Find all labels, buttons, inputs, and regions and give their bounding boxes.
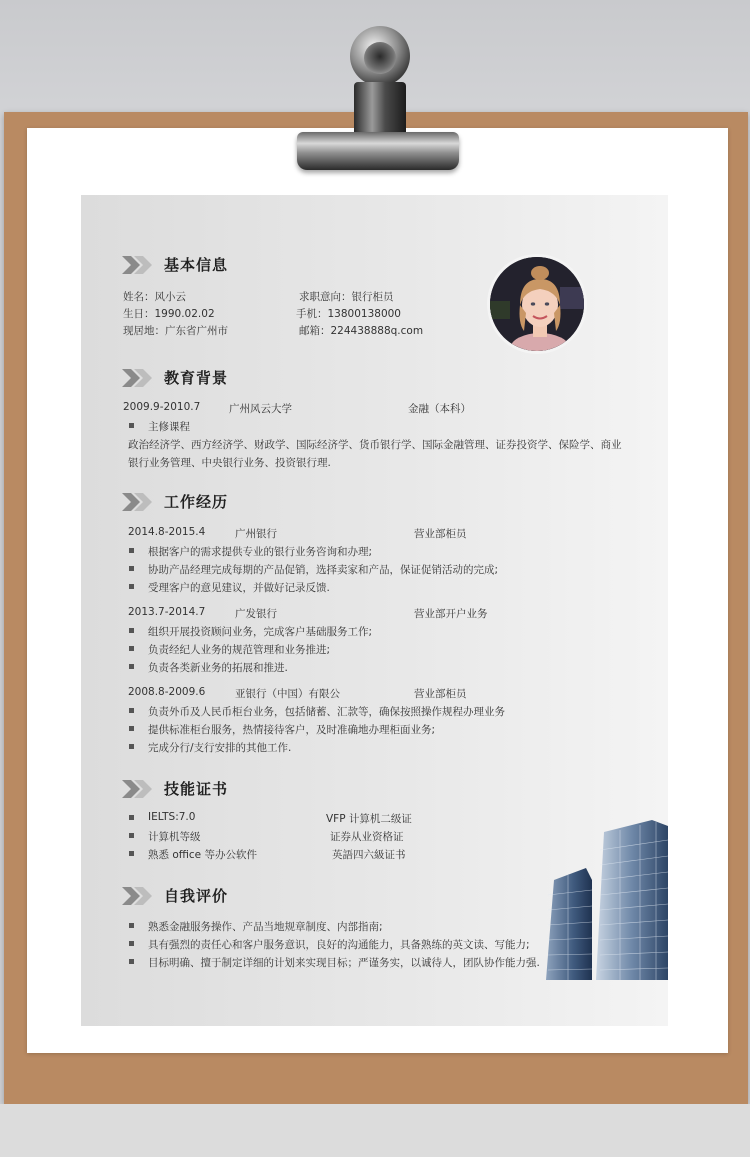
skill-left: 熟悉 office 等办公软件: [148, 849, 257, 861]
edu-school: 广州风云大学: [229, 403, 292, 415]
skill-right: 证券从业资格证: [330, 831, 404, 843]
job-position: 营业部开户业务: [414, 608, 488, 620]
bullet-icon: [129, 584, 134, 589]
job-duty: 负责外币及人民币柜台业务，包括储蓄、汇款等，确保按照操作规程办理业务: [148, 706, 505, 718]
job-period: 2014.8-2015.4: [128, 526, 206, 538]
job-company: 广发银行: [235, 608, 277, 620]
bullet-icon: [129, 833, 134, 838]
section-title-work: 工作经历: [164, 493, 229, 511]
edu-courses-line1: 政治经济学、西方经济学、财政学、国际经济学、货币银行学、国际金融管理、证券投资学、保险学、商业: [128, 439, 622, 451]
basic-birth: 生日：1990.02.02: [123, 308, 215, 320]
job-company: 广州银行: [235, 528, 277, 540]
bullet-icon: [129, 941, 134, 946]
section-basic-info: [122, 254, 228, 275]
bullet-icon: [129, 628, 134, 633]
job-duty: 受理客户的意见建议，并做好记录反馈.: [148, 582, 330, 594]
job-position: 营业部柜员: [414, 688, 467, 700]
double-chevron-icon: [122, 256, 154, 274]
skill-left: IELTS:7.0: [148, 811, 196, 823]
skill-left: 计算机等级: [148, 831, 201, 843]
double-chevron-icon: [122, 493, 154, 511]
bullet-icon: [129, 646, 134, 651]
edu-courses-line2: 银行业务管理、中央银行业务、投资银行理.: [128, 457, 331, 469]
buildings-image: [524, 820, 668, 980]
edu-major: 金融（本科）: [408, 403, 471, 415]
binder-clip-icon: [297, 22, 459, 170]
bullet-icon: [129, 548, 134, 553]
section-title-education: 教育背景: [164, 369, 229, 387]
section-self: [122, 885, 228, 906]
self-item: 目标明确、擅于制定详细的计划来实现目标；严谨务实，以诚待人，团队协作能力强.: [148, 957, 540, 969]
floor-background: [0, 1104, 750, 1157]
double-chevron-icon: [122, 887, 154, 905]
basic-phone: 手机：13800138000: [296, 308, 401, 320]
skill-right: VFP 计算机二级证: [326, 813, 412, 825]
job-duty: 根据客户的需求提供专业的银行业务咨询和办理;: [148, 546, 373, 558]
skill-right: 英語四六級证书: [332, 849, 406, 861]
bullet-icon: [129, 664, 134, 669]
job-duty: 协助产品经理完成每期的产品促销，选择卖家和产品，保证促销活动的完成;: [148, 564, 499, 576]
bullet-icon: [129, 726, 134, 731]
job-position: 营业部柜员: [414, 528, 467, 540]
section-title-basic: 基本信息: [164, 256, 229, 274]
job-duty: 提供标准柜台服务，热情接待客户，及时准确地办理柜面业务;: [148, 724, 436, 736]
bullet-icon: [129, 708, 134, 713]
edu-courses-label: 主修课程: [148, 421, 190, 433]
job-duty: 组织开展投资顾问业务，完成客户基础服务工作;: [148, 626, 373, 638]
bullet-icon: [129, 923, 134, 928]
avatar-photo: [487, 254, 587, 354]
job-period: 2008.8-2009.6: [128, 686, 206, 698]
bullet-icon: [129, 423, 134, 428]
section-education: [122, 367, 228, 388]
basic-name: 姓名：风小云: [123, 291, 186, 303]
resume: [81, 195, 668, 1026]
job-duty: 负责各类新业务的拓展和推进.: [148, 662, 288, 674]
self-item: 熟悉金融服务操作、产品当地规章制度、内部指南;: [148, 921, 383, 933]
section-title-skills: 技能证书: [164, 780, 229, 798]
double-chevron-icon: [122, 369, 154, 387]
job-duty: 完成分行/支行安排的其他工作.: [148, 742, 292, 754]
section-work: [122, 491, 228, 512]
bullet-icon: [129, 566, 134, 571]
job-period: 2013.7-2014.7: [128, 606, 206, 618]
bullet-icon: [129, 815, 134, 820]
section-skills: [122, 778, 228, 799]
job-duty: 负责经纪人业务的规范管理和业务推进;: [148, 644, 331, 656]
bullet-icon: [129, 744, 134, 749]
self-item: 具有强烈的责任心和客户服务意识，良好的沟通能力，具备熟练的英文读、写能力;: [148, 939, 530, 951]
basic-location: 现居地：广东省广州市: [123, 325, 228, 337]
bullet-icon: [129, 959, 134, 964]
double-chevron-icon: [122, 780, 154, 798]
job-company: 亚银行（中国）有限公: [235, 688, 340, 700]
basic-intent: 求职意向：银行柜员: [299, 291, 394, 303]
section-title-self: 自我评价: [164, 887, 229, 905]
basic-email: 邮箱：224438888q.com: [299, 325, 424, 337]
edu-period: 2009.9-2010.7: [123, 401, 201, 413]
bullet-icon: [129, 851, 134, 856]
